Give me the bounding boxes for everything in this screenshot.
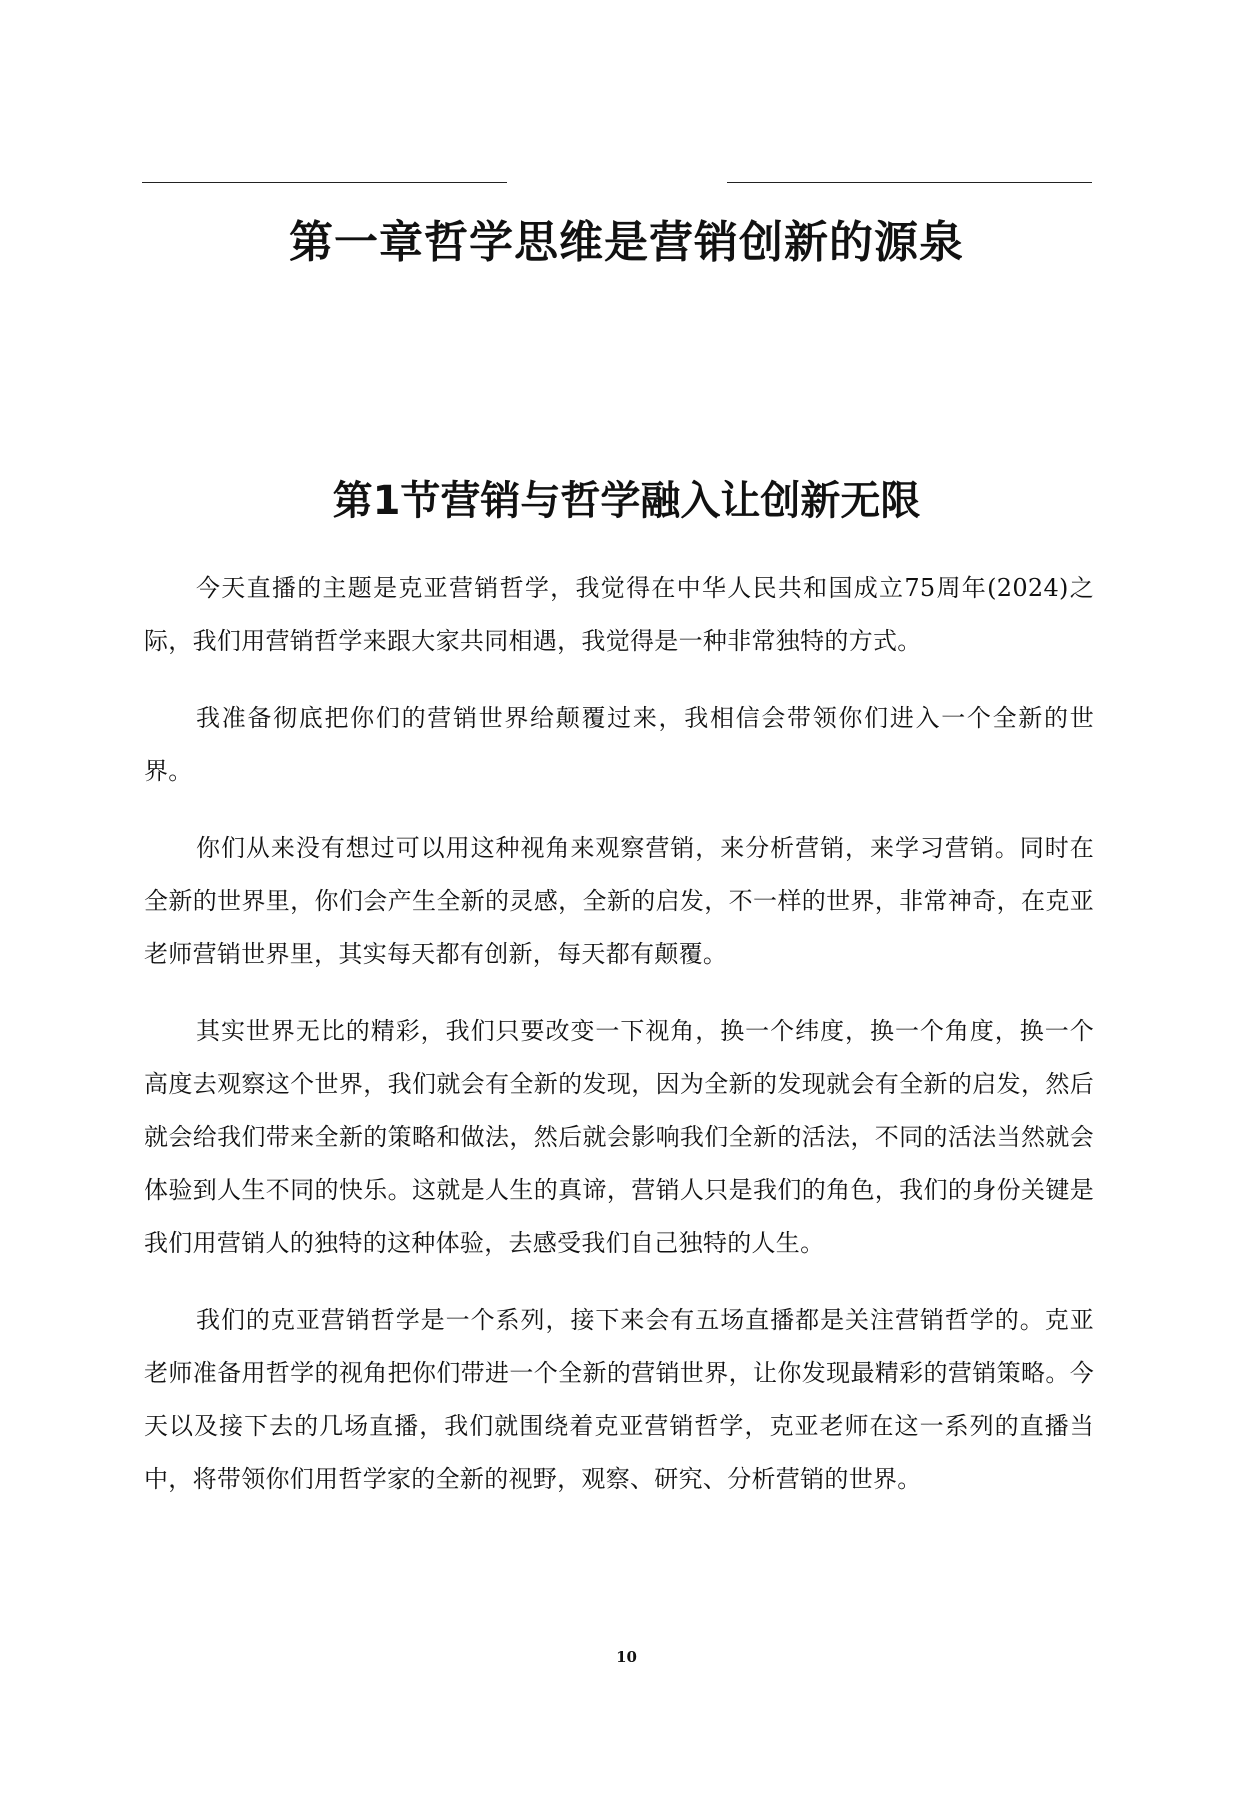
paragraph: 其实世界无比的精彩，我们只要改变一下视角，换一个纬度，换一个角度，换一个高度去观察这个世界，我们就会有全新的发现，因为全新的发现就会有全新的启发，然后就会给我们带来全新的策略和做法，然后就会影响我们全新的活法，不同的活法当然就会体验到人生不同的快乐。这就是人生的真谛，营销人只是我们的角色，我们的身份关键是我们用营销人的独特的这种体验，去感受我们自己独特的人生。 <box>144 1017 1094 1257</box>
paragraph: 你们从来没有想过可以用这种视角来观察营销，来分析营销，来学习营销。同时在全新的世界里，你们会产生全新的灵感，全新的启发，不一样的世界，非常神奇，在克亚老师营销世界里，其实每天都有创新，每天都有颠覆。 <box>144 834 1094 968</box>
paragraph: 我们的克亚营销哲学是一个系列，接下来会有五场直播都是关注营销哲学的。克亚老师准备用哲学的视角把你们带进一个全新的营销世界，让你发现最精彩的营销策略。今天以及接下去的几场直播，我们就围绕着克亚营销哲学，克亚老师在这一系列的直播当中，将带领你们用哲学家的全新的视野，观察、研究、分析营销的世界。 <box>144 1306 1094 1493</box>
paragraph: 我准备彻底把你们的营销世界给颠覆过来，我相信会带领你们进入一个全新的世界。 <box>144 704 1094 785</box>
body-text <box>144 562 1094 1530</box>
paragraph: 今天直播的主题是克亚营销哲学，我觉得在中华人民共和国成立75周年(2024)之际，我们用营销哲学来跟大家共同相遇，我觉得是一种非常独特的方式。 <box>144 574 1094 655</box>
header-rule-right <box>727 182 1092 183</box>
section-title: 第1节营销与哲学融入让创新无限 <box>332 478 921 524</box>
chapter-title: 第一章哲学思维是营销创新的源泉 <box>289 217 964 268</box>
header-rule-left <box>142 182 507 183</box>
page-number: 10 <box>616 1648 637 1666</box>
